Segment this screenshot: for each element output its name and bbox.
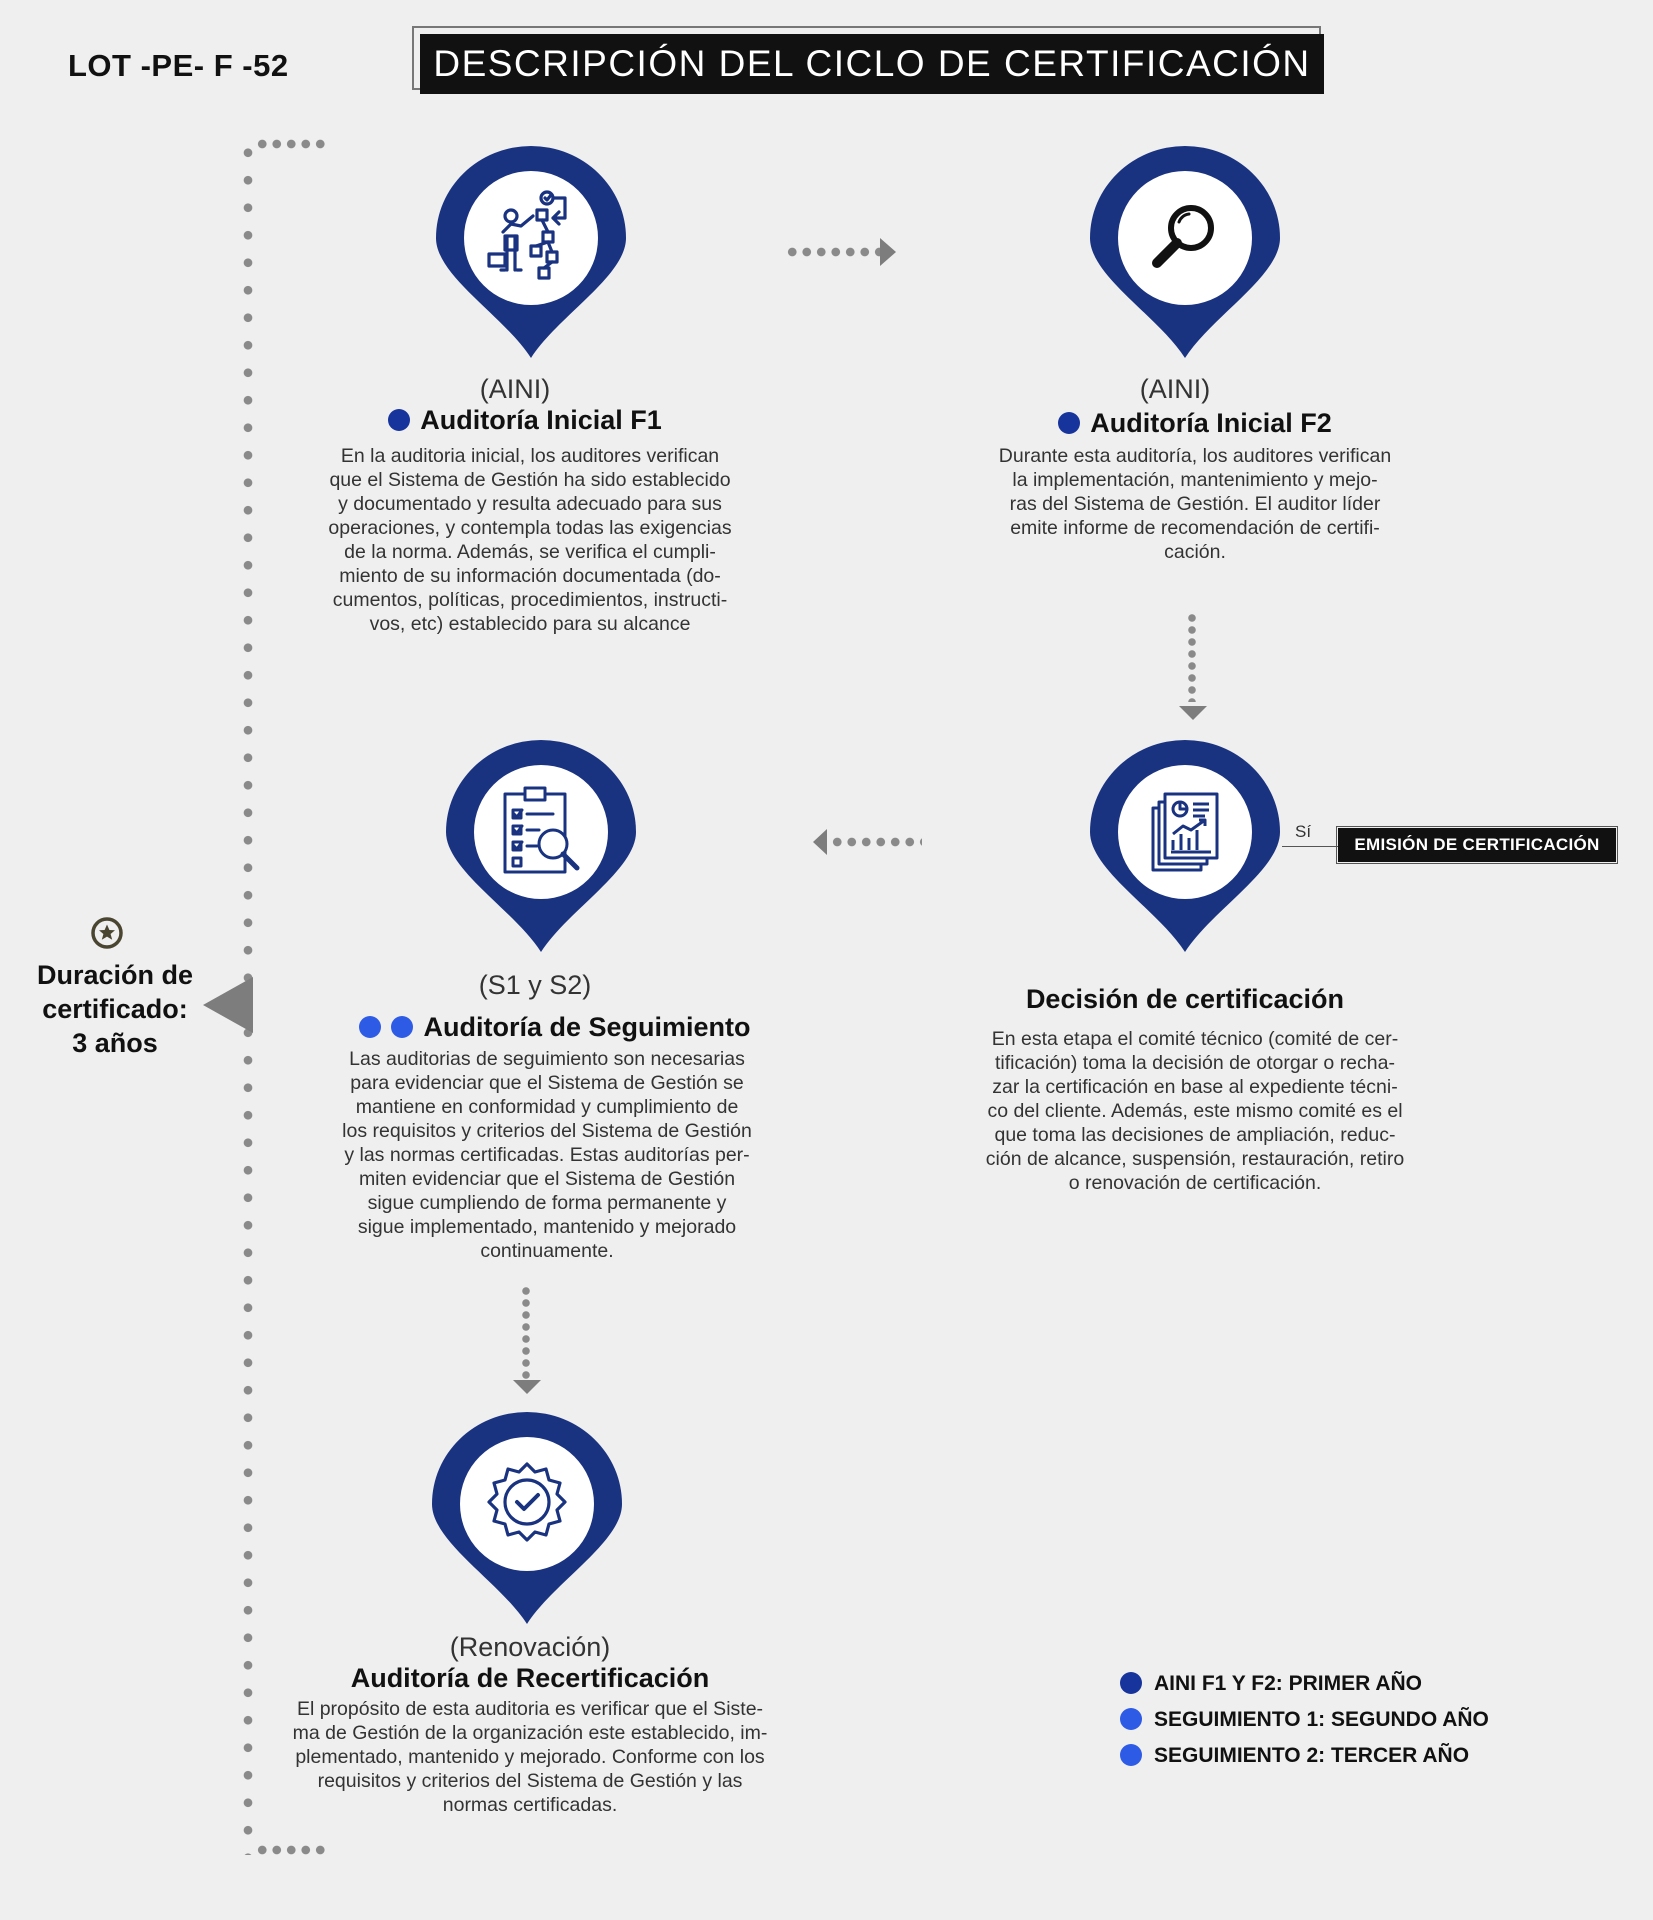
f1-heading <box>265 405 785 436</box>
arrow-down-icon <box>1179 706 1207 720</box>
desc-line: y documentado y resulta adecuado para sus <box>338 493 722 515</box>
yes-label: Sí <box>1295 822 1312 841</box>
desc-line: que el Sistema de Gestión ha sido establecido <box>329 469 731 491</box>
desc-line: sigue implementado, mantenido y mejorado <box>357 1216 737 1238</box>
presentation-flowchart-icon <box>481 188 581 288</box>
legend-item-year3 <box>1120 1744 1469 1768</box>
document-code: LOT -PE- F -52 <box>68 48 289 83</box>
f1-code: (AINI) <box>479 374 551 404</box>
f2-heading <box>935 408 1455 439</box>
year2-dot <box>359 1016 381 1038</box>
recertificacion-description <box>260 1697 800 1817</box>
year1-dot <box>1058 412 1080 434</box>
desc-line: continuamente. <box>480 1240 614 1262</box>
report-documents-icon <box>1135 782 1235 882</box>
year1-dot <box>388 409 410 431</box>
legend-dot <box>1120 1744 1142 1766</box>
desc-line: cumentos, políticas, procedimientos, instructi- <box>332 589 728 611</box>
duration-line-1: Duración de <box>36 960 194 990</box>
star-badge-icon <box>90 916 124 950</box>
desc-line: y las normas certificadas. Estas auditorías per- <box>344 1144 750 1166</box>
legend-dot <box>1120 1708 1142 1730</box>
f2-code: (AINI) <box>1139 374 1211 404</box>
arrow-left-icon <box>813 829 827 855</box>
recertificacion-title: Auditoría de Recertificación <box>350 1663 710 1693</box>
arrow-decision-seguimiento-dots <box>830 837 922 847</box>
seguimiento-heading <box>295 1012 815 1043</box>
desc-line: vos, etc) establecido para su alcance <box>369 613 691 635</box>
seal-check-icon <box>477 1454 577 1554</box>
arrow-right-icon <box>880 238 896 266</box>
desc-line: miento de su información documentada (do- <box>339 565 721 587</box>
arrow-down-icon <box>513 1380 541 1394</box>
seguimiento-description <box>287 1047 807 1263</box>
f2-description <box>935 444 1455 564</box>
recertificacion-code: (Renovación) <box>449 1632 611 1662</box>
clipboard-checklist-icon <box>491 782 591 882</box>
year3-dot <box>391 1016 413 1038</box>
desc-line: zar la certificación en base al expediente técni- <box>992 1076 1398 1098</box>
desc-line: emite informe de recomendación de certifi- <box>1010 517 1380 539</box>
emission-badge: EMISIÓN DE CERTIFICACIÓN <box>1338 828 1616 862</box>
legend-label: AINI F1 Y F2: PRIMER AÑO <box>1154 1672 1422 1695</box>
legend-item-year2 <box>1120 1708 1489 1732</box>
decision-title: Decisión de certificación <box>1025 984 1345 1014</box>
desc-line: cación. <box>1164 541 1226 563</box>
f2-title: Auditoría Inicial F2 <box>1090 408 1332 438</box>
desc-line: miten evidenciar que el Sistema de Gestión <box>358 1168 736 1190</box>
desc-line: ma de Gestión de la organización este establecido, im- <box>292 1722 768 1744</box>
desc-line: operaciones, y contempla todas las exigencias <box>328 517 732 539</box>
desc-line: co del cliente. Además, este mismo comité es el <box>987 1100 1403 1122</box>
yes-connector-line <box>1282 846 1338 847</box>
arrow-f1-f2-dots <box>785 247 880 257</box>
legend-dot <box>1120 1672 1142 1694</box>
timeline-bottom-dots <box>255 1845 325 1855</box>
f1-description <box>270 444 790 636</box>
desc-line: ras del Sistema de Gestión. El auditor líder <box>1009 493 1381 515</box>
seguimiento-title: Auditoría de Seguimiento <box>423 1012 751 1042</box>
duration-line-3: 3 años <box>72 1028 158 1058</box>
desc-line: que toma las decisiones de ampliación, reduc- <box>994 1124 1396 1146</box>
seguimiento-code: (S1 y S2) <box>478 970 592 1000</box>
certificate-duration <box>20 958 210 1060</box>
desc-line: En la auditoria inicial, los auditores verifican <box>340 445 720 467</box>
desc-line: tificación) toma la decisión de otorgar o recha- <box>995 1052 1395 1074</box>
legend-label: SEGUIMIENTO 2: TERCER AÑO <box>1154 1744 1470 1767</box>
legend-label: SEGUIMIENTO 1: SEGUNDO AÑO <box>1154 1708 1489 1731</box>
magnifier-icon <box>1135 188 1235 288</box>
desc-line: para evidenciar que el Sistema de Gestión se <box>350 1072 744 1094</box>
page-title: DESCRIPCIÓN DEL CICLO DE CERTIFICACIÓN <box>420 34 1324 94</box>
desc-line: de la norma. Además, se verifica el cumpli- <box>344 541 716 563</box>
desc-line: mantiene en conformidad y cumplimiento de <box>355 1096 739 1118</box>
desc-line: plementado, mantenido y mejorado. Conforme con los <box>295 1746 765 1768</box>
desc-line: sigue cumpliendo de forma permanente y <box>367 1192 727 1214</box>
f1-title: Auditoría Inicial F1 <box>420 405 662 435</box>
desc-line: la implementación, mantenimiento y mejo- <box>1012 469 1378 491</box>
desc-line: ción de alcance, suspensión, restauración, retiro <box>985 1148 1405 1170</box>
desc-line: normas certificadas. <box>442 1794 618 1816</box>
desc-line: El propósito de esta auditoria es verificar que el Siste- <box>296 1698 764 1720</box>
desc-line: En esta etapa el comité técnico (comité de cer- <box>991 1028 1399 1050</box>
desc-line: requisitos y criterios del Sistema de Gestión y las <box>317 1770 743 1792</box>
timeline-top-dots <box>255 139 325 149</box>
desc-line: los requisitos y criterios del Sistema de Gestión <box>342 1120 752 1142</box>
arrow-f2-decision-dots <box>1187 612 1197 702</box>
desc-line: o renovación de certificación. <box>1068 1172 1322 1194</box>
duration-arrow-icon <box>203 975 255 1035</box>
duration-line-2: certificado: <box>42 994 188 1024</box>
decision-description <box>935 1027 1455 1195</box>
desc-line: Las auditorias de seguimiento son necesarias <box>349 1048 745 1070</box>
legend-item-year1 <box>1120 1672 1422 1696</box>
desc-line: Durante esta auditoría, los auditores verifican <box>998 445 1392 467</box>
arrow-seguimiento-recert-dots <box>521 1285 531 1383</box>
